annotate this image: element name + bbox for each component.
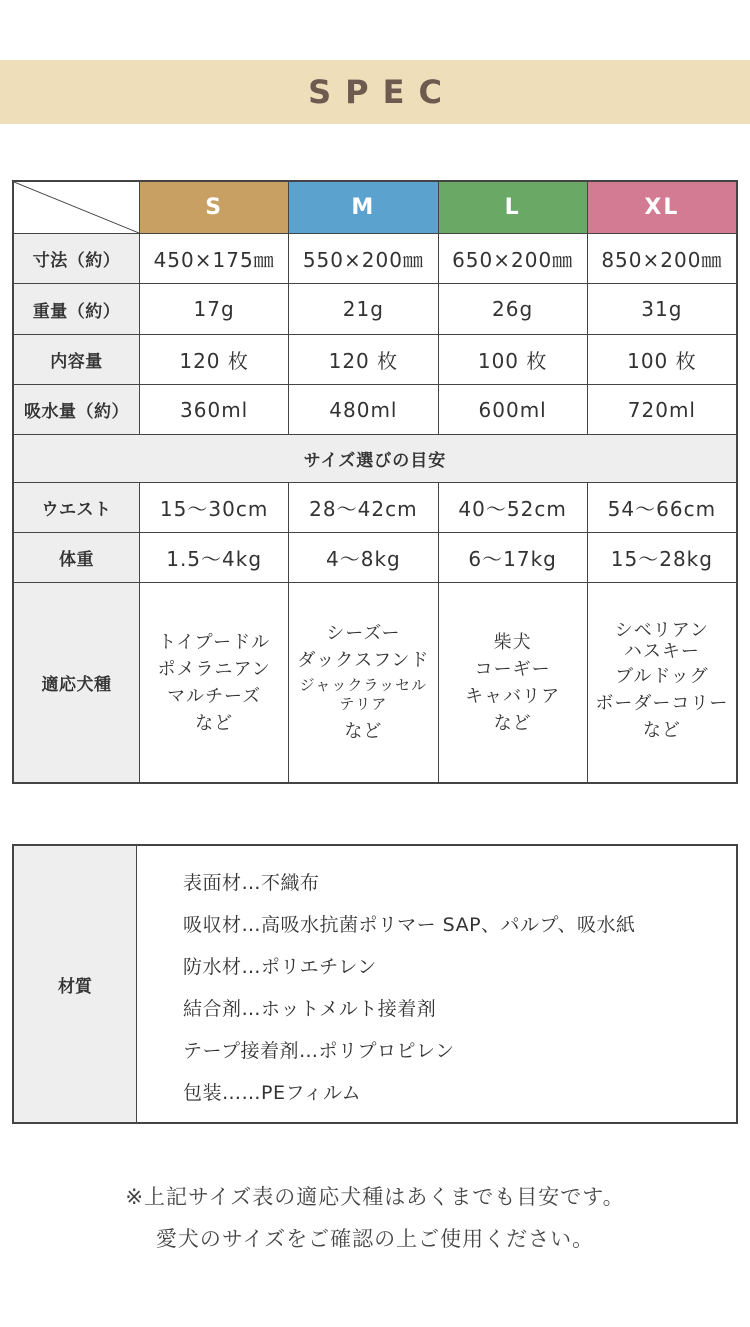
table-cell: 4〜8kg	[289, 533, 437, 582]
breed-item: など	[642, 719, 681, 741]
row-label-breeds: 適応犬種	[14, 583, 139, 782]
table-cell: 15〜30cm	[140, 483, 288, 532]
table-cell: 120 枚	[289, 335, 437, 384]
material-item: 包装……PEフィルム	[183, 1082, 362, 1104]
table-cell: 600ml	[439, 385, 587, 434]
row-label-body-weight: 体重	[14, 533, 139, 582]
table-cell: 6〜17kg	[439, 533, 587, 582]
breed-item: コーギー	[474, 658, 551, 680]
table-cell: 720ml	[588, 385, 736, 434]
breed-item: ダックスフンド	[297, 650, 430, 672]
size-header-l: L	[439, 182, 587, 233]
breed-item: テリア	[339, 695, 388, 713]
table-cell: 100 枚	[439, 335, 587, 384]
breed-item: 柴犬	[493, 631, 532, 653]
table-cell: 850×200㎜	[588, 234, 736, 283]
table-cell: 28〜42cm	[289, 483, 437, 532]
breed-item: シベリアン	[614, 620, 710, 642]
material-item: テープ接着剤…ポリプロピレン	[183, 1040, 455, 1062]
row-label-dimensions: 寸法（約）	[14, 234, 139, 283]
size-header-m: M	[289, 182, 437, 233]
material-item: 表面材…不織布	[183, 872, 320, 894]
table-cell: 21g	[289, 284, 437, 334]
table-cell: 1.5〜4kg	[140, 533, 288, 582]
spec-table	[12, 180, 738, 784]
material-item: 吸収材…高吸水抗菌ポリマー SAP、パルプ、吸水紙	[183, 914, 636, 936]
material-item: 結合剤…ホットメルト接着剤	[183, 998, 437, 1020]
breed-item: など	[493, 712, 532, 734]
breeds-cell-l	[439, 583, 587, 782]
spec-banner	[0, 60, 750, 124]
table-cell: 360ml	[140, 385, 288, 434]
breeds-cell-m	[289, 583, 437, 782]
breed-item: など	[195, 712, 234, 734]
table-cell: 31g	[588, 284, 736, 334]
corner-diagonal	[14, 182, 139, 233]
row-label-absorbency: 吸水量（約）	[14, 385, 139, 434]
table-cell: 17g	[140, 284, 288, 334]
table-cell: 40〜52cm	[439, 483, 587, 532]
table-cell: 480ml	[289, 385, 437, 434]
note-line: 愛犬のサイズをご確認の上ご使用ください。	[155, 1227, 595, 1251]
breed-item: トイプードル	[158, 631, 271, 653]
breed-item: など	[344, 720, 383, 742]
disclaimer-note	[0, 1176, 750, 1260]
table-cell: 550×200㎜	[289, 234, 437, 283]
table-cell: 450×175㎜	[140, 234, 288, 283]
row-label-weight: 重量（約）	[14, 284, 139, 334]
page-title: SPEC	[308, 73, 456, 111]
breed-item: ハスキー	[623, 641, 700, 662]
breed-item: ポメラニアン	[157, 658, 271, 680]
table-cell: 26g	[439, 284, 587, 334]
breed-item: キャバリア	[465, 685, 561, 707]
materials-label: 材質	[14, 846, 137, 1122]
size-header-s: S	[140, 182, 288, 233]
size-guide-title: サイズ選びの目安	[14, 435, 736, 482]
table-cell: 120 枚	[140, 335, 288, 384]
table-cell: 650×200㎜	[439, 234, 587, 283]
table-corner	[14, 182, 139, 233]
table-cell: 15〜28kg	[588, 533, 736, 582]
materials-list	[137, 846, 636, 1122]
breed-item: ボーダーコリー	[595, 692, 729, 714]
table-cell: 100 枚	[588, 335, 736, 384]
note-line: ※上記サイズ表の適応犬種はあくまでも目安です。	[125, 1185, 625, 1209]
breeds-cell-s	[140, 583, 288, 782]
breed-item: ジャックラッセル	[299, 676, 428, 695]
row-label-quantity: 内容量	[14, 335, 139, 384]
breed-item: マルチーズ	[167, 685, 262, 707]
table-cell: 54〜66cm	[588, 483, 736, 532]
materials-box	[12, 844, 738, 1124]
row-label-waist: ウエスト	[14, 483, 139, 532]
breed-item: シーズー	[326, 623, 401, 645]
breed-item: ブルドッグ	[615, 665, 709, 687]
size-header-xl: XL	[588, 182, 736, 233]
breeds-cell-xl	[588, 583, 736, 782]
material-item: 防水材…ポリエチレン	[183, 956, 377, 978]
